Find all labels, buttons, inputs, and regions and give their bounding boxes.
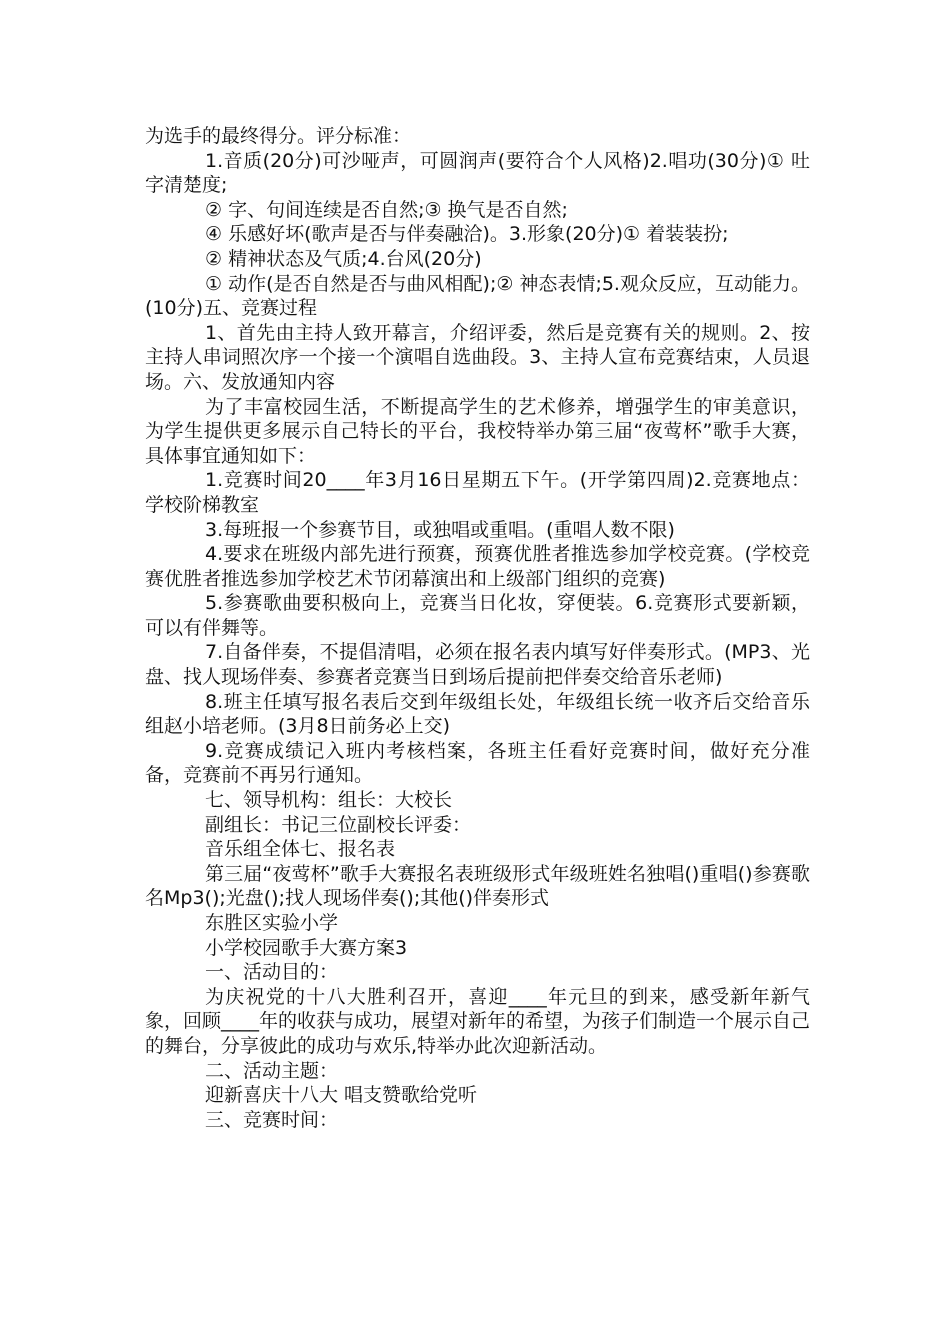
section-heading: 二、活动主题： bbox=[205, 1059, 339, 1082]
paragraph: 3.每班报一个参赛节目，或独唱或重唱。(重唱人数不限) bbox=[205, 518, 675, 541]
paragraph: ② 精神状态及气质;4.台风(20分) bbox=[205, 247, 482, 270]
paragraph: 4.要求在班级内部先进行预赛，预赛优胜者推选参加学校竞赛。(学校竞赛优胜者推选参加学校艺术节闭幕演出和上级部门组织的竞赛) bbox=[145, 543, 810, 590]
paragraph: 为选手的最终得分。评分标准： bbox=[145, 125, 412, 147]
document-body bbox=[145, 124, 810, 1132]
paragraph: 1、首先由主持人致开幕言，介绍评委，然后是竞赛有关的规则。2、按主持人串词照次序一个接一个演唱自选曲段。3、主持人宣布竞赛结束，人员退场。六、发放通知内容 bbox=[145, 321, 810, 393]
paragraph: 7.自备伴奏，不提倡清唱，必须在报名表内填写好伴奏形式。(MP3、光盘、找人现场伴奏、参赛者竞赛当日到场后提前把伴奏交给音乐老师) bbox=[145, 641, 810, 689]
section-heading: 一、活动目的： bbox=[205, 961, 339, 984]
paragraph: 为了丰富校园生活，不断提高学生的艺术修养，增强学生的审美意识，为学生提供更多展示自己特长的平台，我校特举办第三届“夜莺杯”歌手大赛，具体事宜通知如下： bbox=[145, 395, 810, 467]
paragraph: 1.竞赛时间20____年3月16日星期五下午。(开学第四周)2.竞赛地点：学校阶梯教室 bbox=[145, 469, 810, 516]
section-heading: 三、竞赛时间： bbox=[205, 1108, 339, 1131]
paragraph: 5.参赛歌曲要积极向上，竞赛当日化妆，穿便装。6.竞赛形式要新颖，可以有伴舞等。 bbox=[145, 592, 810, 639]
document-title: 小学校园歌手大赛方案3 bbox=[205, 936, 408, 959]
paragraph: ④ 乐感好坏(歌声是否与伴奏融洽)。3.形象(20分)① 着装装扮; bbox=[205, 223, 729, 246]
paragraph: 1.音质(20分)可沙哑声，可圆润声(要符合个人风格)2.唱功(30分)① 吐字清楚度; bbox=[145, 149, 810, 197]
paragraph: ① 动作(是否自然是否与曲风相配);② 神态表情;5.观众反应，互动能力。(10分)五、竞赛过程 bbox=[145, 272, 810, 320]
paragraph: 为庆祝党的十八大胜利召开，喜迎____年元旦的到来，感受新年新气象，回顾____年的收获与成功，展望对新年的希望，为孩子们制造一个展示自己的舞台，分享彼此的成功与欢乐,特举办此次迎新活动。 bbox=[145, 985, 811, 1057]
paragraph: 8.班主任填写报名表后交到年级组长处，年级组长统一收齐后交给音乐组赵小培老师。(3月8日前务必上交) bbox=[145, 690, 810, 738]
paragraph: 9.竞赛成绩记入班内考核档案，各班主任看好竞赛时间，做好充分准备，竞赛前不再另行通知。 bbox=[145, 739, 810, 787]
paragraph: 副组长：书记三位副校长评委： bbox=[205, 813, 472, 836]
paragraph: 迎新喜庆十八大 唱支赞歌给党听 bbox=[205, 1084, 478, 1107]
section-heading: 七、领导机构：组长：大校长 bbox=[205, 789, 453, 812]
paragraph: 第三届“夜莺杯”歌手大赛报名表班级形式年级班姓名独唱()重唱()参赛歌名Mp3();光盘();找人现场伴奏();其他()伴奏形式 bbox=[145, 862, 810, 910]
paragraph: 东胜区实验小学 bbox=[205, 912, 339, 934]
paragraph: ② 字、句间连续是否自然;③ 换气是否自然; bbox=[205, 198, 568, 221]
section-heading: 音乐组全体七、报名表 bbox=[205, 838, 396, 861]
